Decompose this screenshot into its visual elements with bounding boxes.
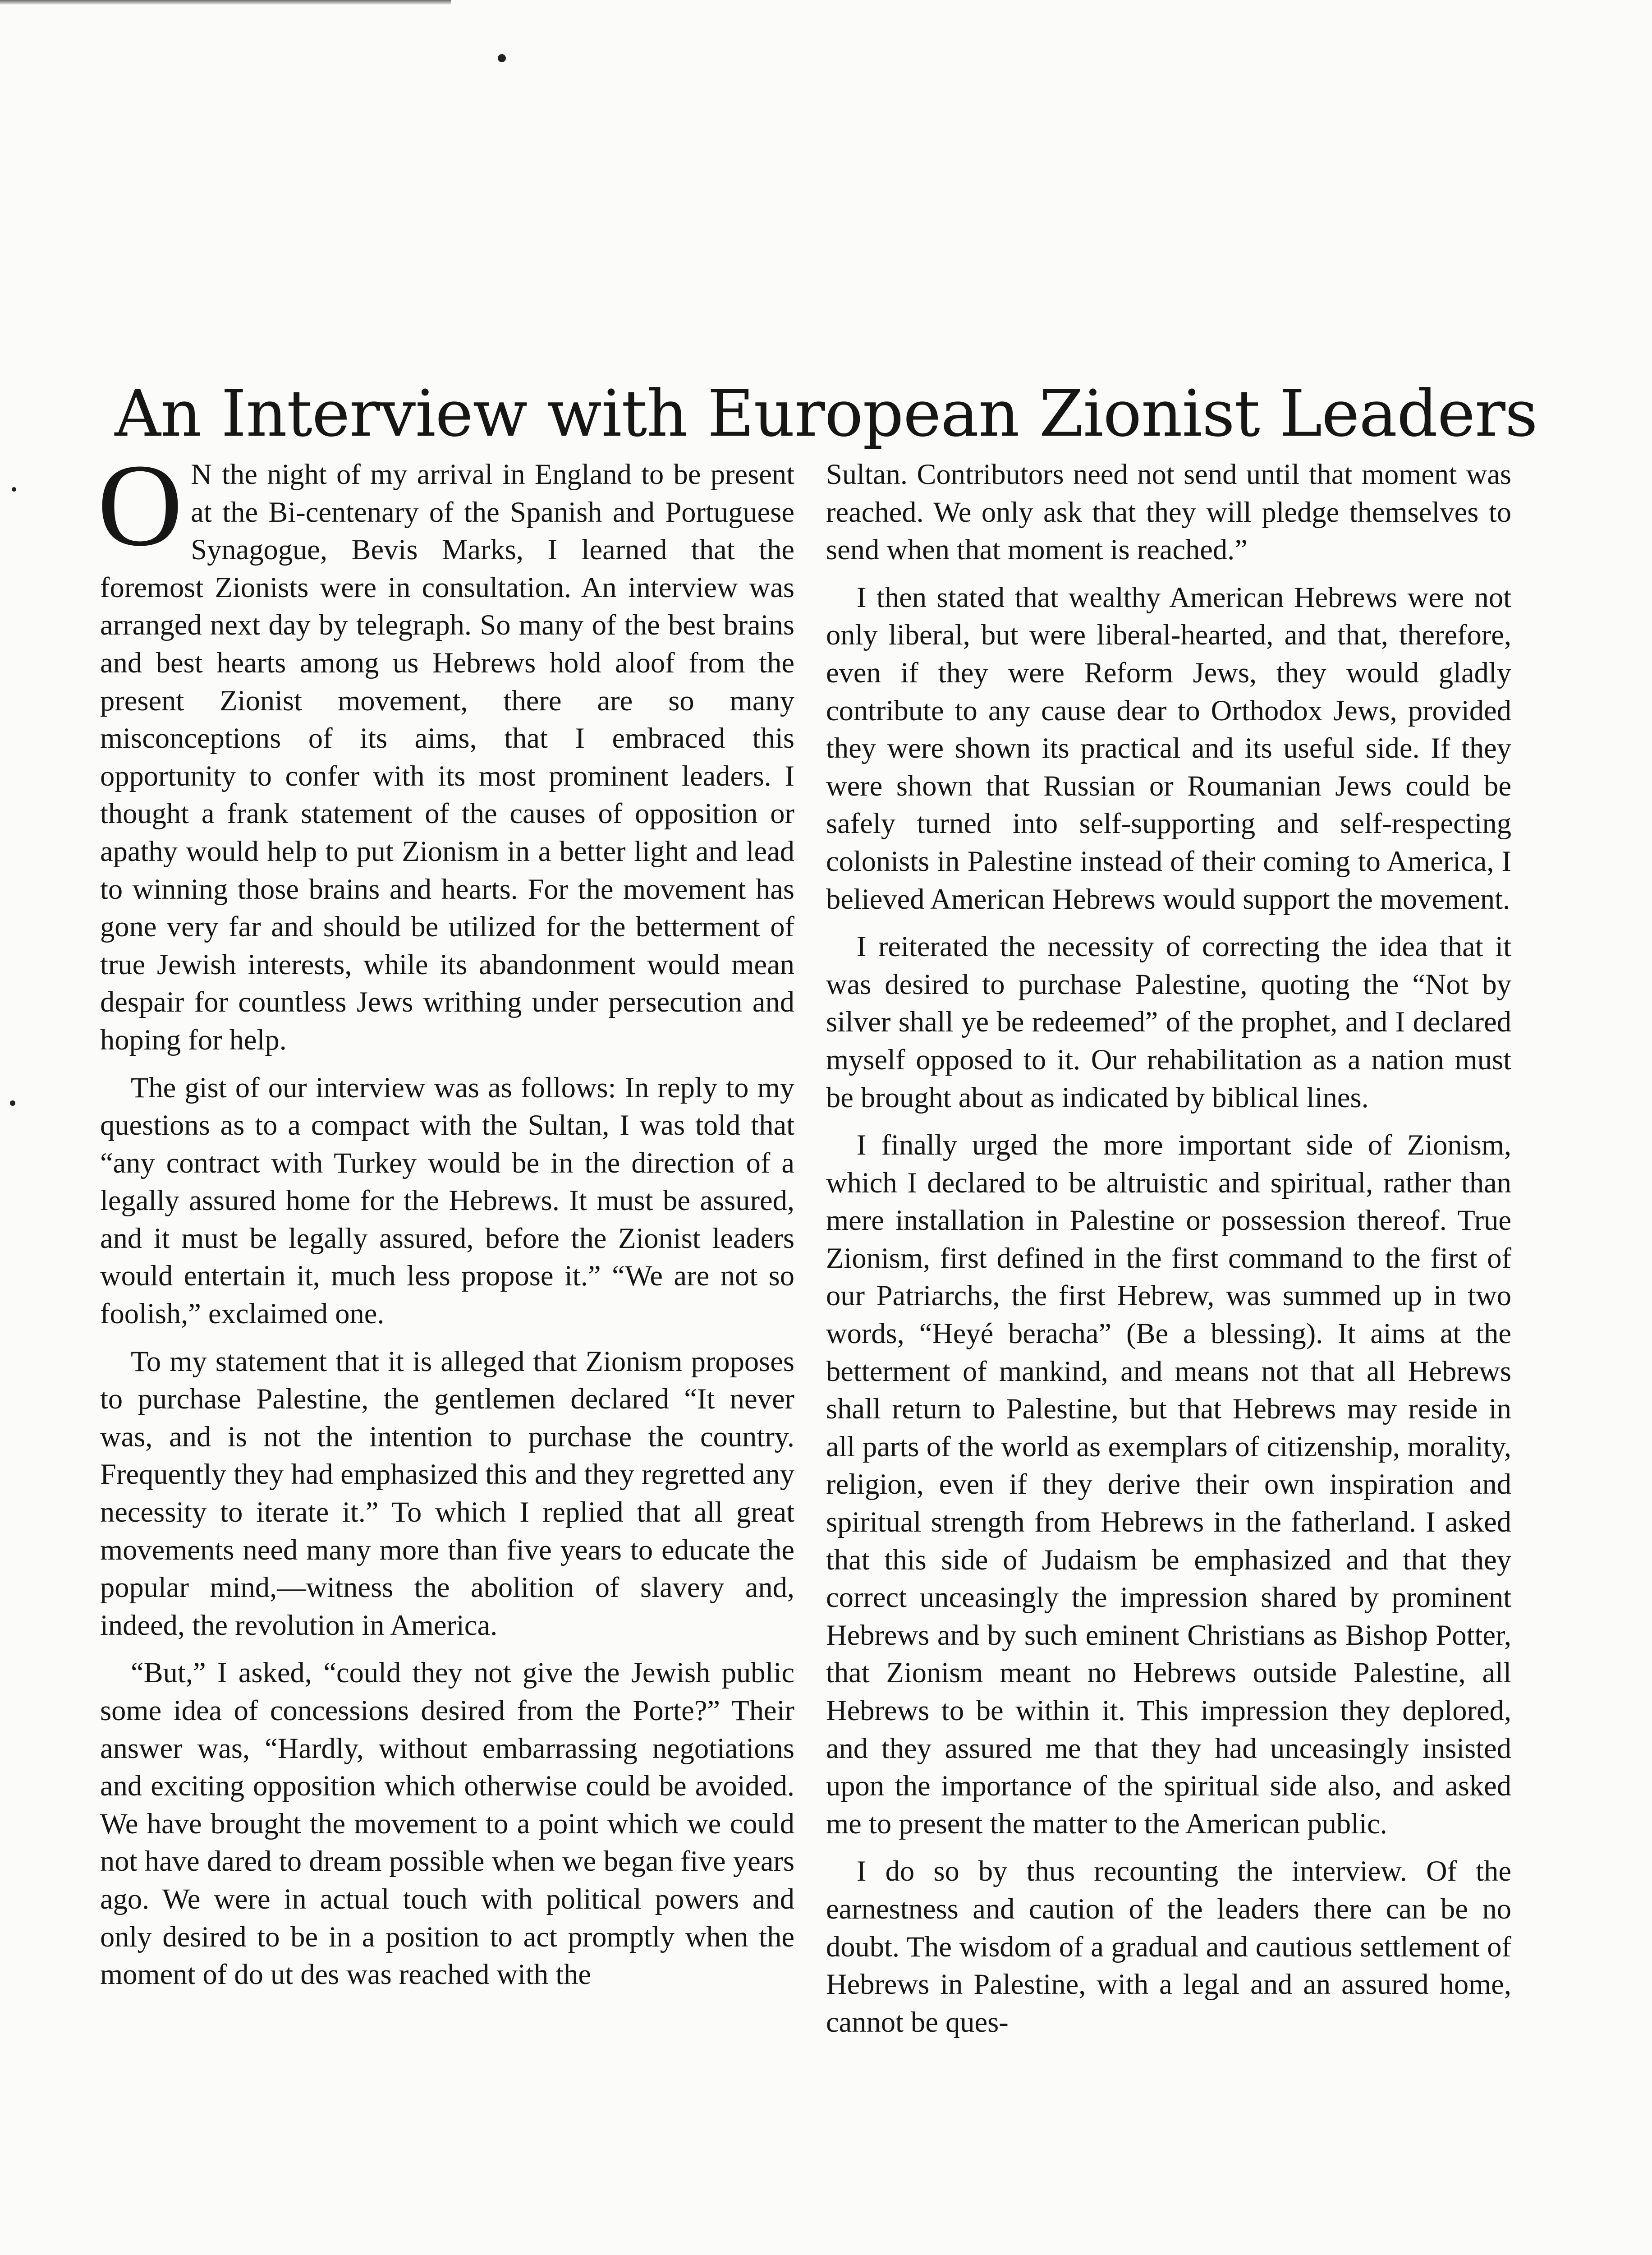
paragraph: I finally urged the more important side of Zionism, which I declared to be altruistic and spiritual, rather than mere installation in Palestine or possession thereof. True Zionism, first defined in the first command to the first of our Patriarchs, the first Hebrew, was summed up in two words, “Heyé beracha” (Be a blessing). It aims at the betterment of mankind, and means not that all Hebrews shall return to Palestine, but that Hebrews may reside in all parts of the world as exemplars of citizenship, morality, religion, even if they derive their own inspiration and spiritual strength from Hebrews in the fatherland. I asked that this side of Judaism be emphasized and that they correct unceasingly the impression shared by prominent Hebrews and by such eminent Christians as Bishop Potter, that Zionism meant no Hebrews outside Palestine, all Hebrews to be within it. This impression they deplored, and they assured me that they had unceasingly insisted upon the importance of the spiritual side also, and asked me to present the matter to the American public. bbox=[826, 1129, 1511, 1840]
opening-paragraph bbox=[97, 440, 794, 1059]
ink-speck bbox=[498, 54, 506, 62]
paragraph: I then stated that wealthy American Hebrews were not only liberal, but were liberal-hearted, and that, therefore, even if they were Reform Jews, they would gladly contribute to any cause dear to Orthodox Jews, provided they were shown its practical and its useful side. If they were shown that Russian or Roumanian Jews could be safely turned into self-supporting and self-respecting colonists in Palestine instead of their coming to America, I believed American Hebrews would support the movement. bbox=[826, 581, 1511, 915]
paragraph: Sultan. Contributors need not send until that moment was reached. We only ask that they will pledge themselves to send when that moment is reached.” bbox=[826, 458, 1511, 566]
ink-speck bbox=[12, 487, 16, 492]
opening-text: the night of my arrival in England to be present at the Bi-centenary of the Spanish and Portuguese Synagogue, Bevis Marks, I learned that the foremost Zionists were in consultation. An interview was arranged next day by telegraph. So many of the best brains and best hearts among us Hebrews hold aloof from the present Zionist movement, there are so many misconceptions of its aims, that I embraced this opportunity to confer with its most prominent leaders. I thought a frank statement of the causes of opposition or apathy would help to put Zionism in a better light and lead to winning those brains and hearts. For the movement has gone very far and should be utilized for the betterment of true Jewish interests, while its abandonment would mean despair for countless Jews writhing under persecution and hoping for help. bbox=[100, 458, 794, 1056]
first-word-lead: N bbox=[191, 458, 212, 490]
article-title: An Interview with European Zionist Leaders bbox=[115, 377, 1537, 451]
ink-speck bbox=[10, 1100, 15, 1106]
paragraph: I reiterated the necessity of correcting the idea that it was desired to purchase Palestine, quoting the “Not by silver shall ye be redeemed” of the prophet, and I declared myself opposed to it. Our rehabilitation as a nation must be brought about as indicated by biblical lines. bbox=[826, 930, 1511, 1114]
drop-cap: O bbox=[97, 440, 183, 571]
paragraph: “But,” I asked, “could they not give the Jewish public some idea of concessions desired from the Porte?” Their answer was, “Hardly, without embarrassing negotiations and exciting opposition which otherwise could be avoided. We have brought the movement to a point which we could not have dared to dream possible when we began five years ago. We were in actual touch with political powers and only desired to be in a position to act promptly when the moment of do ut des was reached with the bbox=[100, 1657, 794, 1991]
paragraph: I do so by thus recounting the interview. Of the earnestness and caution of the leaders there can be no doubt. The wisdom of a gradual and cautious settlement of Hebrews in Palestine, with a legal and an assured home, cannot be ques- bbox=[826, 1855, 1511, 2038]
scan-edge-shadow bbox=[0, 0, 451, 5]
paragraph: To my statement that it is alleged that Zionism proposes to purchase Palestine, the gentlemen declared “It never was, and is not the intention to purchase the country. Frequently they had emphasized this and they regretted any necessity to iterate it.” To which I replied that all great movements need many more than five years to educate the popular mind,—witness the abolition of slavery and, indeed, the revolution in America. bbox=[100, 1345, 794, 1641]
left-column bbox=[97, 440, 794, 1993]
right-column bbox=[826, 456, 1511, 2041]
paragraph: The gist of our interview was as follows: In reply to my questions as to a compact with the Sultan, I was told that “any contract with Turkey would be in the direction of a legally assured home for the Hebrews. It must be assured, and it must be legally assured, before the Zionist leaders would entertain it, much less propose it.” “We are not so foolish,” exclaimed one. bbox=[100, 1071, 794, 1330]
